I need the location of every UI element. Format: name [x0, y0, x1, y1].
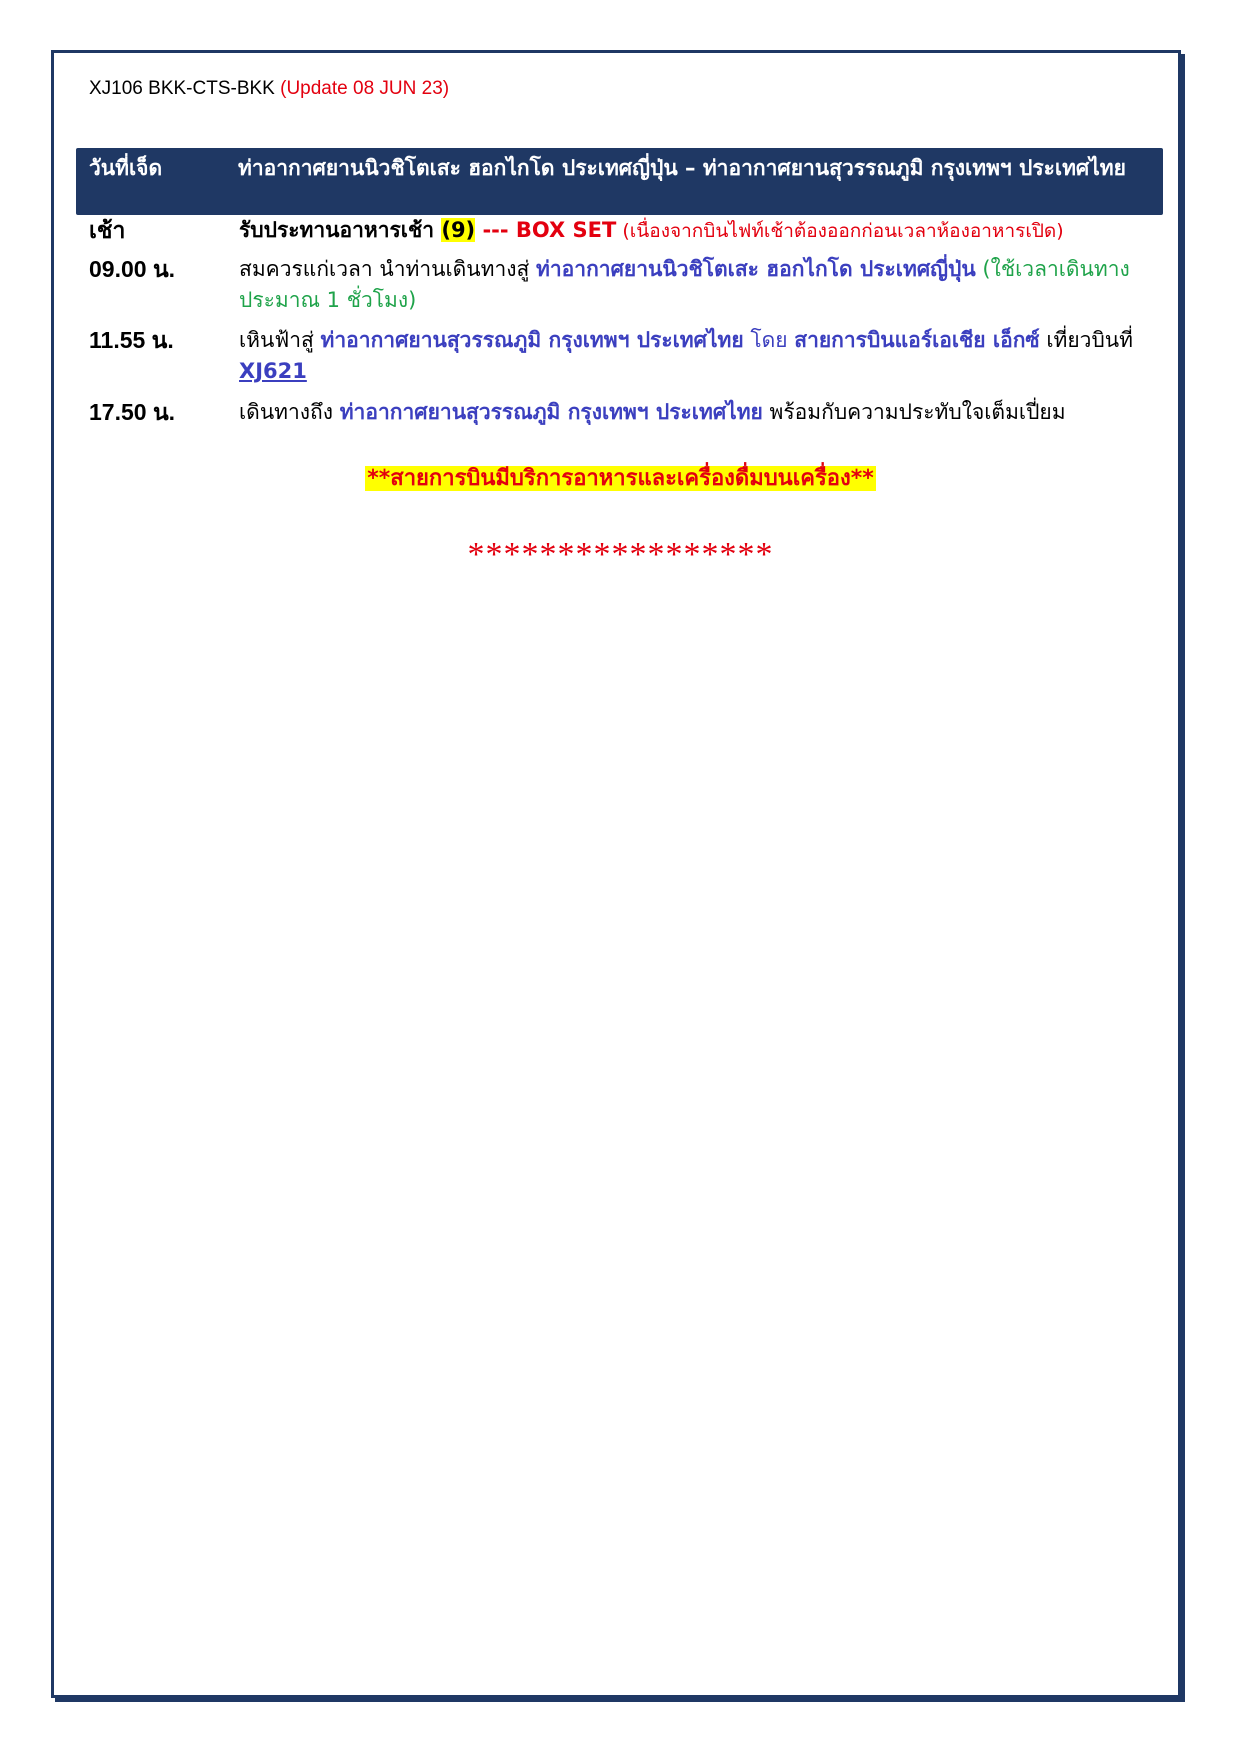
meal-number: (9) [441, 218, 476, 242]
page-border-shadow-right [1181, 54, 1185, 1702]
page-border-shadow-bottom [55, 1698, 1185, 1702]
row-time: 11.55 น. [89, 327, 174, 353]
row-text: เดินทางถึง [239, 400, 340, 424]
airport-name: ท่าอากาศยานสุวรรณภูมิ กรุงเทพฯ ประเทศไทย [320, 328, 744, 352]
update-date: (Update 08 JUN 23) [280, 78, 450, 99]
day-route: ท่าอากาศยานนิวชิโตเสะ ฮอกไกโด ประเทศญี่ปุ่น – ท่าอากาศยานสุวรรณภูมิ กรุงเทพฯ ประเทศไทย [238, 156, 1126, 180]
day-label: วันที่เจ็ด [89, 156, 163, 180]
box-set-text: --- BOX SET [475, 218, 617, 242]
row-time: 09.00 น. [89, 256, 176, 282]
airline-name: สายการบินแอร์เอเชีย เอ็กซ์ [794, 328, 1040, 352]
row-content [239, 325, 1159, 387]
row-time: 17.50 น. [89, 399, 176, 425]
breakfast-note: (เนื่องจากบินไฟท์เช้าต้องออกก่อนเวลาห้องอาหารเปิด) [616, 220, 1064, 242]
tour-code: XJ106 BKK-CTS-BKK [89, 78, 275, 99]
meal-text: รับประทานอาหารเช้า [239, 218, 442, 242]
row-content [239, 397, 1159, 428]
flight-label: เที่ยวบินที่ [1039, 328, 1133, 352]
flight-number-link[interactable]: XJ621 [239, 359, 307, 383]
row-time: เช้า [89, 217, 126, 243]
day-header [76, 148, 1163, 215]
tour-code-line [89, 78, 449, 100]
travel-duration: (ใช้เวลาเดินทางประมาณ 1 ชั่วโมง) [239, 257, 1130, 312]
end-stars: ***************** [467, 536, 774, 573]
inflight-meal-notice [0, 460, 1241, 495]
row-text: สมควรแก่เวลา นำท่านเดินทางสู่ [239, 257, 537, 281]
airport-name: ท่าอากาศยานนิวชิโตเสะ ฮอกไกโด ประเทศญี่ปุ่น [536, 257, 976, 281]
airport-name: ท่าอากาศยานสุวรรณภูมิ กรุงเทพฯ ประเทศไทย [339, 400, 763, 424]
notice-text: **สายการบินมีบริการอาหารและเครื่องดื่มบนเครื่อง** [367, 466, 874, 491]
row-content [239, 254, 1159, 316]
row-content [239, 215, 1159, 247]
row-end-text: พร้อมกับความประทับใจเต็มเปี่ยม [762, 400, 1066, 424]
by-text: โดย [743, 328, 795, 352]
row-text: เหินฟ้าสู่ [239, 328, 321, 352]
